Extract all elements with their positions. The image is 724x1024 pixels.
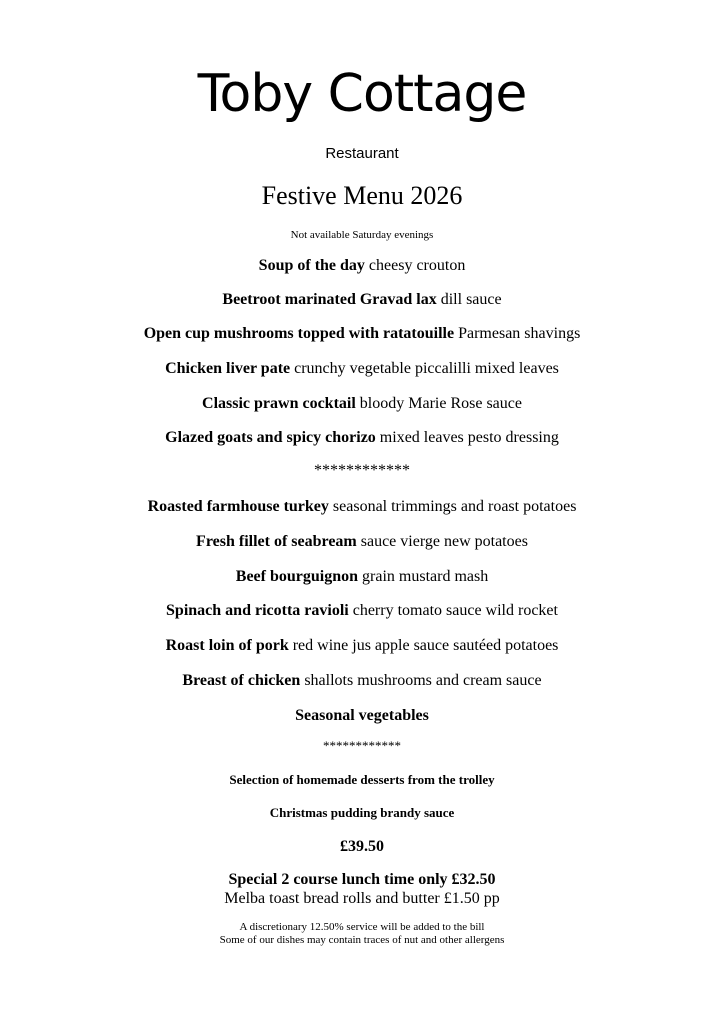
dish-name: Spinach and ricotta ravioli xyxy=(166,602,349,619)
starter-item xyxy=(0,429,724,447)
allergen-note: Some of our dishes may contain traces of nut and other allergens xyxy=(219,934,505,946)
dish-name: Glazed goats and spicy chorizo xyxy=(165,429,376,446)
availability-note: Not available Saturday evenings xyxy=(290,229,434,241)
main-item xyxy=(0,568,724,586)
dish-description: bloody Marie Rose sauce xyxy=(359,395,522,412)
menu-price: £39.50 xyxy=(340,838,384,855)
starter-item xyxy=(0,257,724,275)
dish-name: Classic prawn cocktail xyxy=(202,395,356,412)
main-item xyxy=(0,672,724,690)
dish-name: Roast loin of pork xyxy=(165,637,289,654)
dish-description: dill sauce xyxy=(440,291,502,308)
dish-description: sauce vierge new potatoes xyxy=(360,533,528,550)
starter-item xyxy=(0,291,724,309)
dish-name: Beetroot marinated Gravad lax xyxy=(222,291,437,308)
logo-text: Toby Cottage xyxy=(197,64,527,124)
dish-description: red wine jus apple sauce sautéed potatoes xyxy=(292,637,559,654)
dish-name: Seasonal vegetables xyxy=(295,707,429,724)
section-divider: ************ xyxy=(314,462,410,479)
dish-description: cheesy crouton xyxy=(368,257,466,274)
section-divider: ************ xyxy=(323,738,401,753)
dish-description: crunchy vegetable piccalilli mixed leaves xyxy=(294,360,559,377)
menu-title: Festive Menu 2026 xyxy=(261,181,463,210)
dish-description: seasonal trimmings and roast potatoes xyxy=(332,498,577,515)
starter-item xyxy=(0,395,724,413)
restaurant-subtitle: Restaurant xyxy=(325,145,399,162)
starter-item xyxy=(0,325,724,343)
extras-note: Melba toast bread rolls and butter £1.50 pp xyxy=(224,890,500,907)
dish-name: Open cup mushrooms topped with ratatouille xyxy=(143,325,455,342)
dish-description: cherry tomato sauce wild rocket xyxy=(352,602,558,619)
dish-name: Fresh fillet of seabream xyxy=(196,533,357,550)
dish-description: Parmesan shavings xyxy=(458,325,581,342)
main-item xyxy=(0,707,724,725)
logo xyxy=(0,64,724,124)
main-item xyxy=(0,533,724,551)
dish-name: Breast of chicken xyxy=(182,672,301,689)
starter-item xyxy=(0,360,724,378)
dessert-item: Selection of homemade desserts from the trolley xyxy=(229,772,495,787)
dish-name: Beef bourguignon xyxy=(235,568,359,585)
main-item xyxy=(0,637,724,655)
main-item xyxy=(0,498,724,516)
dish-name: Roasted farmhouse turkey xyxy=(147,498,329,515)
dessert-item: Christmas pudding brandy sauce xyxy=(269,805,455,820)
dish-name: Soup of the day xyxy=(258,257,365,274)
dish-name: Chicken liver pate xyxy=(165,360,291,377)
main-item xyxy=(0,602,724,620)
dish-description: mixed leaves pesto dressing xyxy=(379,429,559,446)
dish-description: shallots mushrooms and cream sauce xyxy=(304,672,542,689)
dish-description: grain mustard mash xyxy=(362,568,489,585)
service-note: A discretionary 12.50% service will be added to the bill xyxy=(239,921,485,933)
lunch-special: Special 2 course lunch time only £32.50 xyxy=(228,871,496,888)
